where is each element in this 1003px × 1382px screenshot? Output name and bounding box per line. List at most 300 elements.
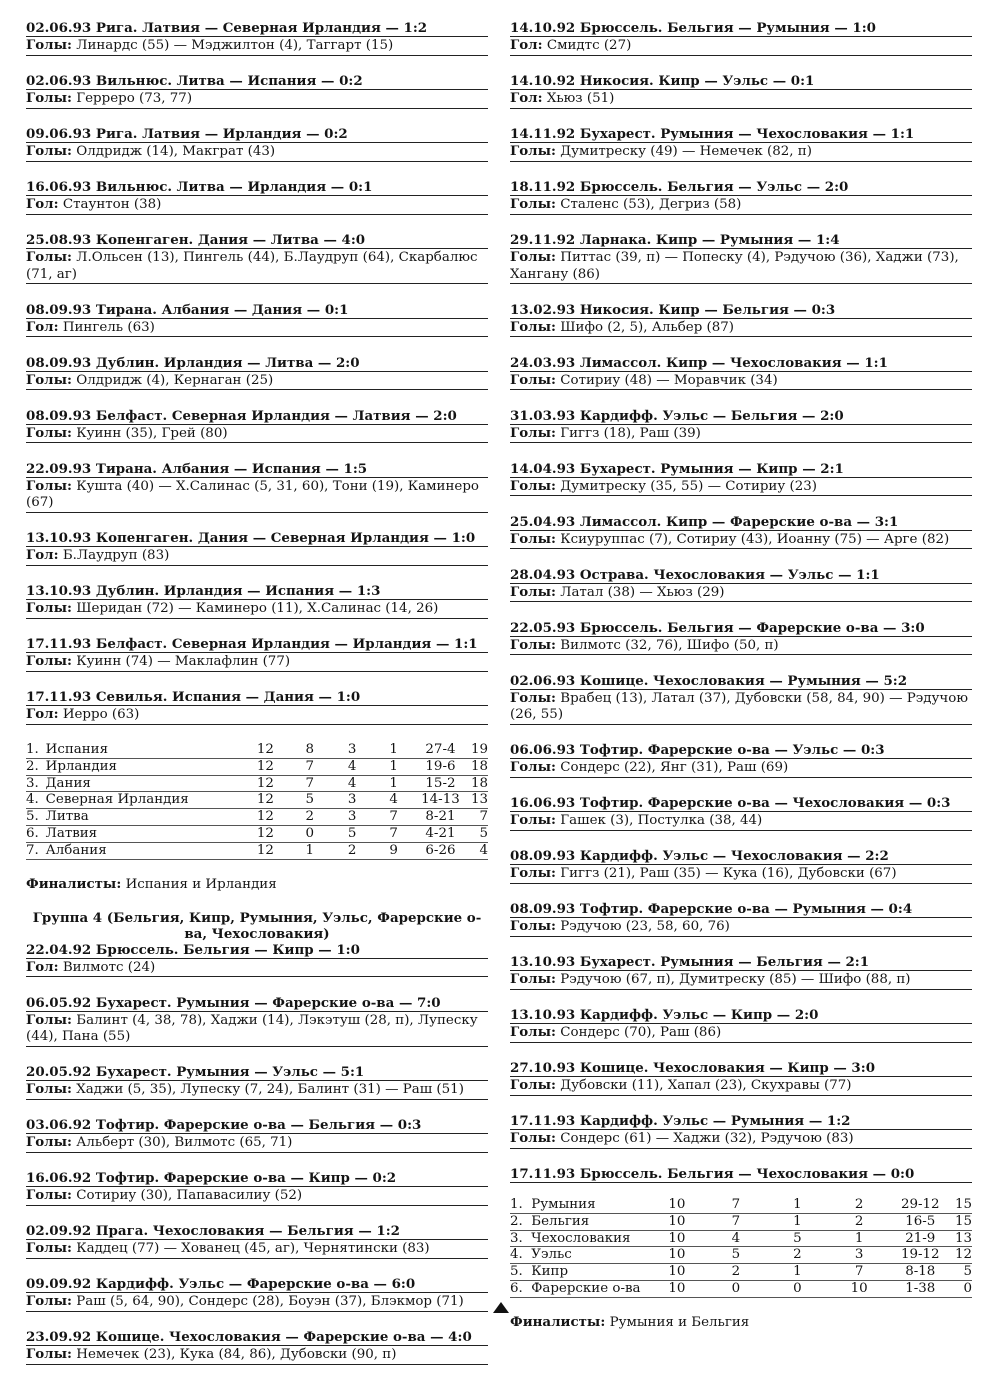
match-header: 16.06.92 Тофтир. Фарерские о-ва — Кипр — 0:2 xyxy=(26,1170,488,1187)
goal-scorers: Латал (38) — Хьюз (29) xyxy=(560,584,725,600)
goal-scorers: Думитреску (49) — Немечек (82, п) xyxy=(560,144,812,159)
standings-cell: 3. xyxy=(26,775,46,792)
standings-cell: 29-12 xyxy=(890,1197,950,1213)
standings-cell: 8-21 xyxy=(415,809,466,826)
standings-cell: 13 xyxy=(950,1230,972,1247)
goal-scorers: Смидтс (27) xyxy=(546,38,632,53)
match-goals xyxy=(510,812,972,831)
match-block xyxy=(26,1329,488,1365)
match-block xyxy=(26,126,488,162)
standings-row xyxy=(510,1213,972,1230)
match-header: 29.11.92 Ларнака. Кипр — Румыния — 1:4 xyxy=(510,232,972,249)
goal-scorers: Шифо (2, 5), Альбер (87) xyxy=(560,319,735,335)
standings-cell: 1 xyxy=(288,842,332,859)
standings-cell: 4-21 xyxy=(415,825,466,842)
match-block xyxy=(510,514,972,550)
match-block xyxy=(510,848,972,884)
match-header: 02.06.93 Кошице. Чехословакия — Румыния — 5:2 xyxy=(510,673,972,690)
match-block xyxy=(26,73,488,109)
standings-cell: 3 xyxy=(332,742,372,758)
standings-cell: 8 xyxy=(288,742,332,758)
standings-cell: 2. xyxy=(26,758,46,775)
standings-cell: Дания xyxy=(46,775,243,792)
match-block xyxy=(510,408,972,444)
standings-cell: 7 xyxy=(288,775,332,792)
goals-label: Гол: xyxy=(26,706,59,722)
standings-cell: 1 xyxy=(767,1213,828,1230)
standings-cell: 7 xyxy=(828,1264,890,1281)
goal-scorers: Линардс (55) — Мэджилтон (4), Таггарт (15) xyxy=(76,38,394,53)
goal-scorers: Гашек (3), Постулка (38, 44) xyxy=(560,813,763,828)
match-header: 25.04.93 Лимассол. Кипр — Фарерские о-ва — 3:1 xyxy=(510,514,972,531)
group4-finalists xyxy=(510,1314,972,1331)
goal-scorers: Немечек (23), Кука (84, 86), Дубовски (90, п) xyxy=(76,1347,397,1363)
standings-cell: 1 xyxy=(828,1230,890,1247)
standings-cell: 19-12 xyxy=(890,1247,950,1264)
match-goals xyxy=(26,706,488,725)
standings-cell: 3 xyxy=(828,1247,890,1264)
match-header: 06.06.93 Тофтир. Фарерские о-ва — Уэльс — 0:3 xyxy=(510,742,972,759)
goal-scorers: Стаунтон (38) xyxy=(62,197,162,212)
goals-label: Гол: xyxy=(26,547,59,563)
match-goals xyxy=(26,653,488,672)
standings-cell: 5. xyxy=(26,809,46,826)
goal-scorers: Вилмотс (32, 76), Шифо (50, п) xyxy=(560,637,779,653)
goals-label: Голы: xyxy=(510,636,556,653)
standings-cell: 4. xyxy=(510,1247,531,1264)
match-header: 08.09.93 Тофтир. Фарерские о-ва — Румыния — 0:4 xyxy=(510,901,972,918)
match-goals xyxy=(26,547,488,566)
goals-label: Гол: xyxy=(26,958,59,975)
match-goals xyxy=(26,1293,488,1312)
match-header: 06.05.92 Бухарест. Румыния — Фарерские о-ва — 7:0 xyxy=(26,995,488,1012)
standings-cell: 4 xyxy=(332,758,372,775)
match-block xyxy=(26,1064,488,1100)
finalists-label: Финалисты: xyxy=(26,875,122,892)
goals-label: Голы: xyxy=(510,583,556,600)
standings-cell: 1. xyxy=(510,1197,531,1213)
match-block xyxy=(510,179,972,215)
match-header: 13.10.93 Кардифф. Уэльс — Кипр — 2:0 xyxy=(510,1007,972,1024)
match-header: 22.04.92 Брюссель. Бельгия — Кипр — 1:0 xyxy=(26,942,488,959)
match-goals xyxy=(26,1240,488,1259)
standings-cell: 10 xyxy=(649,1264,706,1281)
match-header: 14.10.92 Брюссель. Бельгия — Румыния — 1:0 xyxy=(510,20,972,37)
match-block xyxy=(510,620,972,656)
match-block xyxy=(26,1170,488,1206)
match-goals xyxy=(510,143,972,162)
goal-scorers: Ксиуруппас (7), Сотириу (43), Иоанну (75) — Арге (82) xyxy=(560,531,950,547)
match-goals xyxy=(26,1012,488,1047)
standings-cell: 1 xyxy=(372,775,414,792)
match-block xyxy=(510,20,972,56)
standings-cell: 5 xyxy=(950,1264,972,1281)
match-header: 17.11.93 Кардифф. Уэльс — Румыния — 1:2 xyxy=(510,1113,972,1130)
goals-label: Гол: xyxy=(510,90,543,106)
standings-cell: 15 xyxy=(950,1197,972,1213)
match-goals xyxy=(26,1081,488,1100)
match-block xyxy=(26,1223,488,1259)
standings-cell: Испания xyxy=(46,742,243,758)
goals-label: Голы: xyxy=(26,37,72,53)
goals-label: Голы: xyxy=(26,249,72,265)
standings-cell: 12 xyxy=(243,809,288,826)
match-goals xyxy=(26,90,488,109)
goal-scorers: Гиггз (18), Раш (39) xyxy=(560,425,701,441)
goals-label: Голы: xyxy=(510,812,556,828)
goal-scorers: Дубовски (11), Хапал (23), Скухравы (77) xyxy=(560,1078,852,1093)
standings-cell: 7 xyxy=(466,809,488,826)
match-header: 16.06.93 Тофтир. Фарерские о-ва — Чехословакия — 0:3 xyxy=(510,795,972,812)
match-goals xyxy=(26,1346,488,1365)
goals-label: Голы: xyxy=(26,1081,72,1098)
goal-scorers: Куинн (74) — Маклафлин (77) xyxy=(76,654,291,669)
standings-cell: Уэльс xyxy=(531,1247,648,1264)
standings-cell: 6. xyxy=(510,1280,531,1297)
goals-label: Голы: xyxy=(510,143,556,159)
standings-cell: 1-38 xyxy=(890,1280,950,1297)
match-header: 14.04.93 Бухарест. Румыния — Кипр — 2:1 xyxy=(510,461,972,478)
match-block xyxy=(510,232,972,284)
match-header: 28.04.93 Острава. Чехословакия — Уэльс — 1:1 xyxy=(510,567,972,584)
standings-cell: 1 xyxy=(372,742,414,758)
standings-cell: Фарерские о-ва xyxy=(531,1280,648,1297)
goals-label: Гол: xyxy=(26,196,59,212)
standings-cell: Чехословакия xyxy=(531,1230,648,1247)
standings-cell: 1. xyxy=(26,742,46,758)
standings-row xyxy=(26,742,488,758)
goal-scorers: Врабец (13), Латал (37), Дубовски (58, 84, 90) — Рэдучою (26, 55) xyxy=(510,690,969,722)
goals-label: Голы: xyxy=(26,90,72,106)
standings-cell: 4 xyxy=(705,1230,766,1247)
match-block xyxy=(510,355,972,391)
goals-label: Голы: xyxy=(510,918,556,934)
standings-row xyxy=(26,758,488,775)
standings-row xyxy=(26,775,488,792)
standings-cell: 2 xyxy=(332,842,372,859)
goals-label: Голы: xyxy=(26,653,72,669)
match-block xyxy=(510,126,972,162)
match-goals xyxy=(510,918,972,937)
standings-cell: 2 xyxy=(705,1264,766,1281)
match-block xyxy=(26,689,488,725)
goal-scorers: Олдридж (4), Кернаган (25) xyxy=(76,372,274,388)
goal-scorers: Гиггз (21), Раш (35) — Кука (16), Дубовски (67) xyxy=(560,866,897,881)
match-goals xyxy=(510,37,972,56)
standings-cell: 5 xyxy=(466,825,488,842)
goals-label: Голы: xyxy=(510,249,556,265)
match-goals xyxy=(510,196,972,215)
match-header: 08.09.93 Кардифф. Уэльс — Чехословакия — 2:2 xyxy=(510,848,972,865)
standings-cell: 0 xyxy=(705,1280,766,1297)
standings-cell: Литва xyxy=(46,809,243,826)
standings-cell: 7 xyxy=(705,1213,766,1230)
match-block xyxy=(510,954,972,990)
match-header: 09.06.93 Рига. Латвия — Ирландия — 0:2 xyxy=(26,126,488,143)
goals-label: Голы: xyxy=(510,318,556,335)
standings-cell: 7 xyxy=(705,1197,766,1213)
goal-scorers: Рэдучою (23, 58, 60, 76) xyxy=(560,919,730,934)
match-goals xyxy=(26,959,488,978)
goals-label: Голы: xyxy=(26,1011,72,1028)
goal-scorers: Сондерс (70), Раш (86) xyxy=(560,1025,722,1040)
goals-label: Гол: xyxy=(510,37,543,53)
match-goals xyxy=(510,249,972,284)
standings-cell: 15 xyxy=(950,1213,972,1230)
match-header: 08.09.93 Тирана. Албания — Дания — 0:1 xyxy=(26,302,488,319)
goal-scorers: Иерро (63) xyxy=(62,707,140,722)
standings-cell: 15-2 xyxy=(415,775,466,792)
finalists-label: Финалисты: xyxy=(510,1313,606,1330)
goals-label: Голы: xyxy=(510,1024,556,1040)
match-header: 02.09.92 Прага. Чехословакия — Бельгия — 1:2 xyxy=(26,1223,488,1240)
standings-cell: 3 xyxy=(332,809,372,826)
match-header: 03.06.92 Тофтир. Фарерские о-ва — Бельгия — 0:3 xyxy=(26,1117,488,1134)
goals-label: Голы: xyxy=(510,1130,556,1146)
group4-standings-table xyxy=(510,1197,972,1298)
goals-label: Голы: xyxy=(510,865,556,881)
standings-row xyxy=(510,1280,972,1297)
match-block xyxy=(510,1007,972,1043)
standings-cell: 18 xyxy=(466,775,488,792)
left-matches-group3 xyxy=(26,20,488,725)
match-block xyxy=(26,179,488,215)
standings-row xyxy=(510,1230,972,1247)
match-goals xyxy=(510,1130,972,1149)
goals-label: Голы: xyxy=(26,600,72,616)
standings-cell: 12 xyxy=(243,792,288,809)
standings-cell: 5 xyxy=(767,1230,828,1247)
match-header: 27.10.93 Кошице. Чехословакия — Кипр — 3:0 xyxy=(510,1060,972,1077)
standings-row xyxy=(26,825,488,842)
match-block xyxy=(510,461,972,497)
match-block xyxy=(510,673,972,725)
goal-scorers: Герреро (73, 77) xyxy=(76,91,193,106)
standings-cell: 2 xyxy=(288,809,332,826)
standings-cell: 10 xyxy=(649,1197,706,1213)
match-goals xyxy=(510,971,972,990)
standings-cell: 14-13 xyxy=(415,792,466,809)
match-block xyxy=(510,73,972,109)
match-header: 14.10.92 Никосия. Кипр — Уэльс — 0:1 xyxy=(510,73,972,90)
standings-cell: 4 xyxy=(466,842,488,859)
match-header: 08.09.93 Белфаст. Северная Ирландия — Латвия — 2:0 xyxy=(26,408,488,425)
goals-label: Голы: xyxy=(26,424,72,441)
goal-scorers: Каддец (77) — Хованец (45, аг), Чернятински (83) xyxy=(76,1241,430,1257)
match-header: 02.06.93 Рига. Латвия — Северная Ирландия — 1:2 xyxy=(26,20,488,37)
standings-cell: 10 xyxy=(649,1280,706,1297)
match-header: 13.10.93 Бухарест. Румыния — Бельгия — 2:1 xyxy=(510,954,972,971)
standings-row xyxy=(26,809,488,826)
standings-cell: 0 xyxy=(950,1280,972,1297)
goals-label: Голы: xyxy=(510,424,556,441)
goal-scorers: Питтас (39, п) — Попеску (4), Рэдучою (36), Хаджи (73), Хангану (86) xyxy=(510,250,959,282)
right-matches-group4 xyxy=(510,20,972,1149)
match-goals xyxy=(26,372,488,391)
goal-scorers: Сондерс (61) — Хаджи (32), Рэдучою (83) xyxy=(560,1131,854,1146)
standings-cell: 16-5 xyxy=(890,1213,950,1230)
match-goals xyxy=(26,478,488,513)
goals-label: Голы: xyxy=(26,1134,72,1151)
standings-cell: 5 xyxy=(705,1247,766,1264)
goal-scorers: Сталенс (53), Дегриз (58) xyxy=(560,197,742,212)
goal-scorers: Олдридж (14), Макграт (43) xyxy=(76,144,276,159)
match-goals xyxy=(26,196,488,215)
match-goals xyxy=(26,37,488,56)
standings-cell: 9 xyxy=(372,842,414,859)
goal-scorers: Шеридан (72) — Каминеро (11), Х.Салинас (14, 26) xyxy=(76,601,439,616)
match-goals xyxy=(26,600,488,619)
standings-cell: 18 xyxy=(466,758,488,775)
goal-scorers: Сотириу (30), Папавасилиу (52) xyxy=(76,1188,303,1204)
standings-cell: 0 xyxy=(288,825,332,842)
match-block xyxy=(510,302,972,338)
standings-cell: 1 xyxy=(767,1197,828,1213)
page-marker-icon xyxy=(493,1302,509,1313)
standings-cell: 7 xyxy=(372,825,414,842)
standings-cell: 21-9 xyxy=(890,1230,950,1247)
standings-cell: 10 xyxy=(649,1213,706,1230)
match-header: 22.05.93 Брюссель. Бельгия — Фарерские о-ва — 3:0 xyxy=(510,620,972,637)
goal-scorers: Куинн (35), Грей (80) xyxy=(76,425,228,441)
match-header: 23.09.92 Кошице. Чехословакия — Фарерские о-ва — 4:0 xyxy=(26,1329,488,1346)
match-header: 13.10.93 Дублин. Ирландия — Испания — 1:3 xyxy=(26,583,488,600)
match-header: 16.06.93 Вильнюс. Литва — Ирландия — 0:1 xyxy=(26,179,488,196)
match-header: 25.08.93 Копенгаген. Дания — Литва — 4:0 xyxy=(26,232,488,249)
match-header: 20.05.92 Бухарест. Румыния — Уэльс — 5:1 xyxy=(26,1064,488,1081)
match-goals xyxy=(510,90,972,109)
standings-row xyxy=(26,792,488,809)
standings-cell: 2 xyxy=(767,1247,828,1264)
goal-scorers: Пингель (63) xyxy=(62,319,155,335)
goal-scorers: Альберт (30), Вилмотс (65, 71) xyxy=(76,1135,293,1151)
standings-cell: 12 xyxy=(243,825,288,842)
match-goals xyxy=(510,637,972,656)
match-header: 18.11.92 Брюссель. Бельгия — Уэльс — 2:0 xyxy=(510,179,972,196)
goals-label: Голы: xyxy=(510,1077,556,1093)
goals-label: Голы: xyxy=(26,477,72,494)
match-block xyxy=(510,742,972,778)
match-header: 02.06.93 Вильнюс. Литва — Испания — 0:2 xyxy=(26,73,488,90)
match-header: 17.11.93 Севилья. Испания — Дания — 1:0 xyxy=(26,689,488,706)
goals-label: Голы: xyxy=(26,1187,72,1204)
goals-label: Голы: xyxy=(26,371,72,388)
standings-cell: 7 xyxy=(288,758,332,775)
goal-scorers: Б.Лаудруп (83) xyxy=(62,548,170,563)
standings-cell: 3 xyxy=(332,792,372,809)
match-block xyxy=(510,1060,972,1096)
standings-cell: Ирландия xyxy=(46,758,243,775)
standings-cell: 4 xyxy=(332,775,372,792)
standings-cell: 27-4 xyxy=(415,742,466,758)
match-goals xyxy=(510,1077,972,1096)
match-block xyxy=(510,901,972,937)
match-goals xyxy=(26,249,488,284)
match-block xyxy=(26,355,488,391)
match-goals xyxy=(510,425,972,444)
match-block xyxy=(26,942,488,978)
standings-cell: 19-6 xyxy=(415,758,466,775)
match-goals xyxy=(510,319,972,338)
match-header: 09.09.92 Кардифф. Уэльс — Фарерские о-ва — 6:0 xyxy=(26,1276,488,1293)
standings-cell: 6. xyxy=(26,825,46,842)
standings-cell: 1 xyxy=(372,758,414,775)
standings-row xyxy=(510,1247,972,1264)
match-goals xyxy=(26,425,488,444)
standings-row xyxy=(510,1264,972,1281)
match-header: 22.09.93 Тирана. Албания — Испания — 1:5 xyxy=(26,461,488,478)
standings-cell: 13 xyxy=(466,792,488,809)
match-header: 14.11.92 Бухарест. Румыния — Чехословакия — 1:1 xyxy=(510,126,972,143)
match-header: 17.11.93 Белфаст. Северная Ирландия — Ирландия — 1:1 xyxy=(26,636,488,653)
match-header: 17.11.93 Брюссель. Бельгия — Чехословакия — 0:0 xyxy=(510,1166,972,1183)
goals-label: Голы: xyxy=(510,371,556,388)
standings-cell: 4 xyxy=(372,792,414,809)
match-header: 24.03.93 Лимассол. Кипр — Чехословакия — 1:1 xyxy=(510,355,972,372)
match-block xyxy=(26,1276,488,1312)
goals-label: Голы: xyxy=(510,971,556,987)
standings-cell: 12 xyxy=(243,758,288,775)
match-block xyxy=(26,995,488,1047)
standings-cell: 12 xyxy=(243,842,288,859)
match-goals xyxy=(26,143,488,162)
goals-label: Голы: xyxy=(510,530,556,547)
standings-cell: 19 xyxy=(466,742,488,758)
standings-cell: Латвия xyxy=(46,825,243,842)
standings-cell: 8-18 xyxy=(890,1264,950,1281)
match-block xyxy=(26,461,488,513)
goals-label: Голы: xyxy=(26,1293,72,1310)
match-block xyxy=(26,232,488,284)
match-header: 08.09.93 Дублин. Ирландия — Литва — 2:0 xyxy=(26,355,488,372)
goals-label: Голы: xyxy=(510,477,556,494)
standings-cell: 10 xyxy=(828,1280,890,1297)
goals-label: Голы: xyxy=(26,1240,72,1257)
goal-scorers: Л.Ольсен (13), Пингель (44), Б.Лаудруп (64), Скарбалюс (71, аг) xyxy=(26,250,478,282)
standings-cell: 4. xyxy=(26,792,46,809)
standings-cell: 10 xyxy=(649,1247,706,1264)
standings-cell: 7. xyxy=(26,842,46,859)
goal-scorers: Хаджи (5, 35), Лупеску (7, 24), Балинт (31) — Раш (51) xyxy=(76,1082,464,1098)
finalists-value: Испания и Ирландия xyxy=(125,876,277,892)
goals-label: Голы: xyxy=(510,689,556,706)
left-matches-group4 xyxy=(26,942,488,1365)
standings-cell: 0 xyxy=(767,1280,828,1297)
standings-cell: Албания xyxy=(46,842,243,859)
standings-cell: Кипр xyxy=(531,1264,648,1281)
standings-cell: Бельгия xyxy=(531,1213,648,1230)
goal-scorers: Хьюз (51) xyxy=(546,91,615,106)
group4-title: Группа 4 (Бельгия, Кипр, Румыния, Уэльс, Фарерские о-ва, Чехословакия) xyxy=(32,909,482,942)
standings-cell: 5 xyxy=(332,825,372,842)
match-goals xyxy=(510,865,972,884)
standings-row xyxy=(510,1197,972,1213)
goal-scorers: Балинт (4, 38, 78), Хаджи (14), Лэкэтуш (28, п), Лупеску (44), Пана (55) xyxy=(26,1012,478,1045)
right-column xyxy=(510,20,972,1348)
match-goals xyxy=(510,372,972,391)
match-block xyxy=(510,1166,972,1183)
match-block xyxy=(26,408,488,444)
match-goals xyxy=(510,690,972,725)
match-goals xyxy=(26,1187,488,1206)
goals-label: Гол: xyxy=(26,318,59,335)
standings-cell: 5. xyxy=(510,1264,531,1281)
goal-scorers: Кушта (40) — Х.Салинас (5, 31, 60), Тони (19), Каминеро (67) xyxy=(26,478,479,510)
standings-cell: Северная Ирландия xyxy=(46,792,243,809)
standings-cell: Румыния xyxy=(531,1197,648,1213)
match-goals xyxy=(510,478,972,497)
standings-cell: 12 xyxy=(243,775,288,792)
